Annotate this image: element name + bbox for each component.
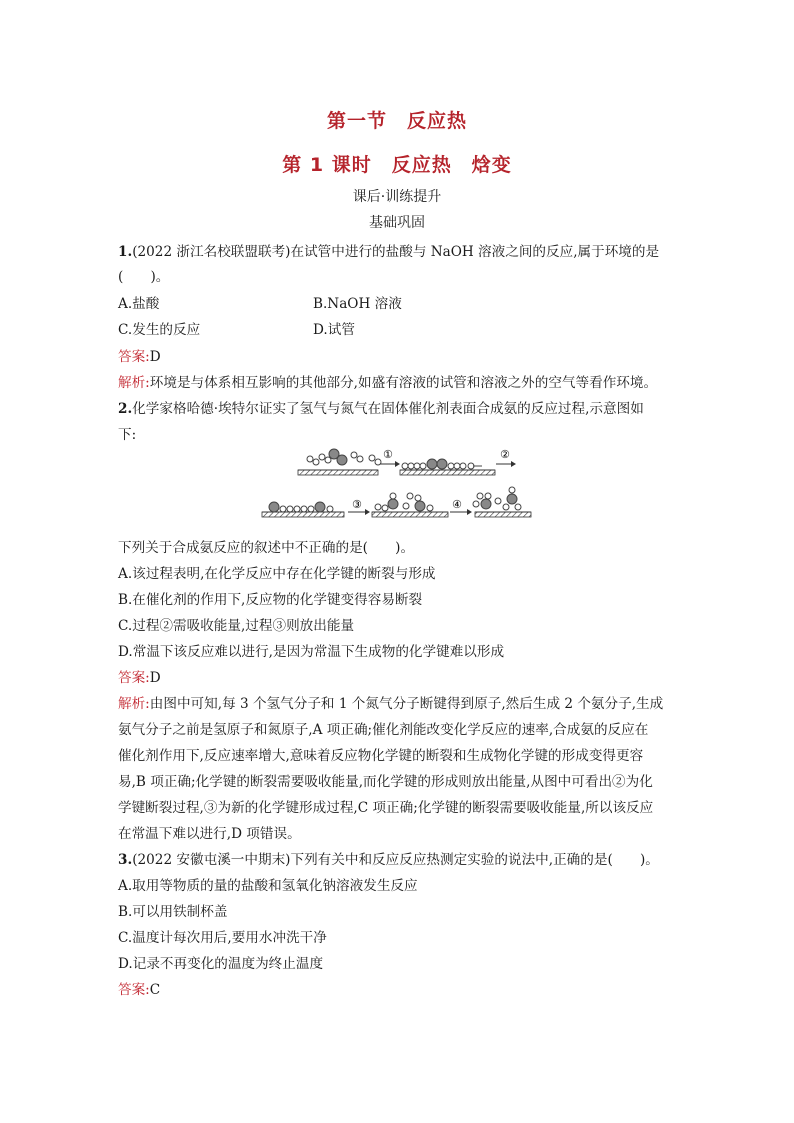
q2-stem-line3: 下列关于合成氨反应的叙述中不正确的是( )。	[118, 540, 415, 556]
q2-option-c: C.过程②需吸收能量,过程③则放出能量	[118, 618, 355, 634]
step-2-label: ②	[500, 448, 510, 461]
q2-analysis-line1: 解析:由图中可知,每 3 个氢气分子和 1 个氮气分子断键得到原子,然后生成 2 个氨分子,生成	[118, 696, 664, 712]
q1-option-b: B.NaOH 溶液	[313, 296, 402, 312]
q3-answer: 答案:C	[118, 982, 161, 998]
h-atom	[307, 456, 313, 462]
lesson-title: 第 1 课时 反应热 焓变	[282, 154, 512, 176]
q2-analysis-line2: 氨气分子之前是氢原子和氮原子,A 项正确;催化剂能改变化学反应的速率,合成氨的反应在	[118, 722, 649, 738]
q3-option-c: C.温度计每次用后,要用水冲洗干净	[118, 930, 327, 946]
q2-answer: 答案:D	[118, 670, 161, 686]
q2-option-a: A.该过程表明,在化学反应中存在化学键的断裂与形成	[118, 566, 436, 582]
q2-option-b: B.在催化剂的作用下,反应物的化学键变得容易断裂	[118, 592, 423, 608]
q2-stem-line1: 2.化学家格哈德·埃特尔证实了氢气与氮气在固体催化剂表面合成氨的反应过程,示意图如	[118, 401, 644, 417]
q2-analysis-line3: 催化剂作用下,反应速率增大,意味着反应物化学键的断裂和生成物化学键的形成变得更容	[118, 748, 644, 764]
q1-stem-line2: ( )。	[118, 269, 170, 285]
q1-stem-line1: 1.(2022 浙江名校联盟联考)在试管中进行的盐酸与 NaOH 溶液之间的反应,属于环境的是	[118, 244, 660, 260]
consolidation-label: 基础巩固	[369, 215, 425, 231]
q1-answer: 答案:D	[118, 349, 161, 365]
q1-option-d: D.试管	[313, 322, 355, 338]
q2-analysis-line4: 易,B 项正确;化学键的断裂需要吸收能量,而化学键的形成则放出能量,从图中可看出②为化	[118, 774, 653, 790]
q1-number: 1.	[118, 244, 133, 260]
q1-option-a: A.盐酸	[118, 296, 160, 312]
q3-option-a: A.取用等物质的量的盐酸和氢氧化钠溶液发生反应	[118, 878, 418, 894]
q2-stem-line2: 下:	[118, 427, 137, 443]
step-1-label: ①	[383, 448, 393, 461]
q1-analysis: 解析:环境是与体系相互影响的其他部分,如盛有溶液的试管和溶液之外的空气等看作环境。	[118, 375, 658, 391]
catalyst-surface	[298, 470, 378, 475]
q2-analysis-line5: 学键断裂过程,③为新的化学键形成过程,C 项正确;化学键的断裂需要吸收能量,所以该反应	[118, 800, 654, 816]
step-3-label: ③	[352, 498, 362, 511]
section-title: 第一节 反应热	[326, 110, 467, 132]
q2-number: 2.	[118, 401, 133, 417]
q3-number: 3.	[118, 852, 133, 868]
step-4-label: ④	[452, 498, 462, 511]
q3-option-d: D.记录不再变化的温度为终止温度	[118, 956, 324, 972]
q3-stem: 3.(2022 安徽屯溪一中期末)下列有关中和反应反应热测定实验的说法中,正确的是( )。	[118, 852, 659, 868]
q3-option-b: B.可以用铁制杯盖	[118, 904, 228, 920]
q2-analysis-line6: 在常温下难以进行,D 项错误。	[118, 826, 301, 842]
practice-label: 课后·训练提升	[352, 189, 442, 205]
q2-option-d: D.常温下该反应难以进行,是因为常温下生成物的化学键难以形成	[118, 644, 505, 660]
q1-option-c: C.发生的反应	[118, 322, 201, 338]
ammonia-synthesis-diagram	[260, 446, 540, 526]
